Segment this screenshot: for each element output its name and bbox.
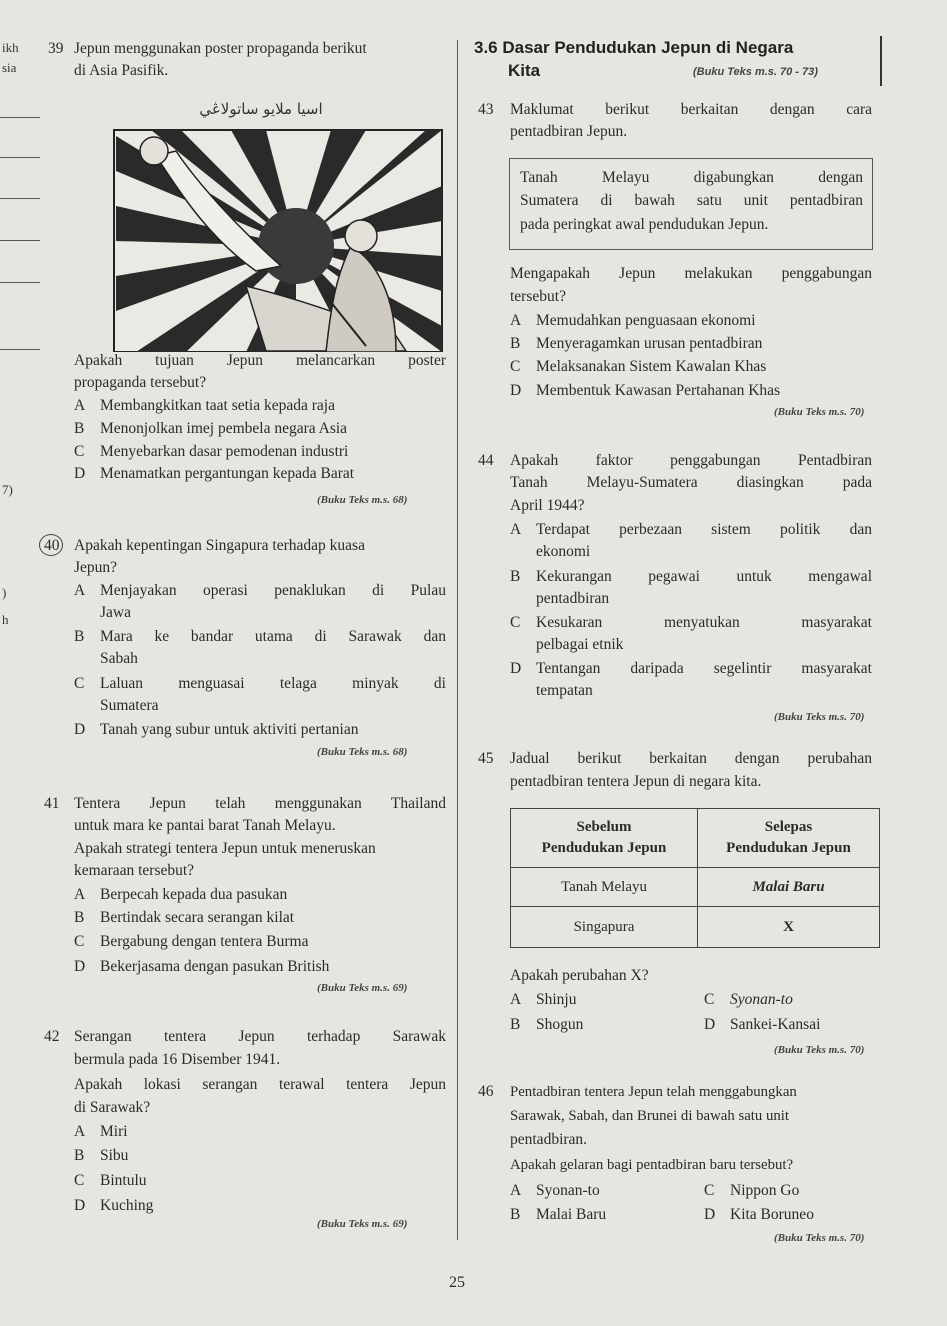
q41-option-letter: C (74, 933, 85, 950)
q44-option-text: pelbagai etnik (536, 636, 624, 653)
table-cell: X (698, 907, 880, 948)
q42-option-text: Miri (100, 1123, 128, 1140)
margin-rule (0, 349, 40, 350)
q45-option-letter: A (510, 991, 522, 1008)
q44-stem-line: Apakah faktor penggabungan Pentadbiran (510, 452, 872, 469)
q44-number: 44 (478, 452, 494, 469)
q45-option-text: Shogun (536, 1016, 584, 1033)
margin-fragment: sia (2, 60, 17, 75)
q42-source: (Buku Teks m.s. 69) (317, 1218, 408, 1230)
q46-option-text: Nippon Go (730, 1182, 800, 1199)
q42-stem-line: di Sarawak? (74, 1099, 151, 1116)
column-divider (457, 40, 458, 1240)
q45-stem-line: pentadbiran tentera Jepun di negara kita. (510, 773, 762, 790)
q39-option-text: Menonjolkan imej pembela negara Asia (100, 420, 348, 437)
q39-number: 39 (48, 40, 64, 57)
q39-option-letter: A (74, 397, 86, 414)
q42-option-letter: A (74, 1123, 86, 1140)
q40-option-text: Tanah yang subur untuk aktiviti pertanian (100, 721, 359, 738)
q43-source: (Buku Teks m.s. 70) (774, 406, 865, 418)
q45-option-text: Syonan-to (730, 991, 793, 1008)
q43-question-line: tersebut? (510, 288, 566, 305)
q39-stem-line: di Asia Pasifik. (74, 62, 169, 79)
q39-stem-line: Jepun menggunakan poster propaganda berikut (74, 40, 367, 57)
table-header-cell (698, 809, 880, 868)
table-header-line: Sebelum (576, 819, 632, 835)
q39-source: (Buku Teks m.s. 68) (317, 494, 408, 506)
q43-number: 43 (478, 101, 494, 118)
q46-option-text: Syonan-to (536, 1182, 600, 1199)
q44-stem-line: April 1944? (510, 497, 585, 514)
q45-option-text: Sankei-Kansai (730, 1016, 821, 1033)
section-rule (880, 36, 882, 86)
q44-option-text: pentadbiran (536, 590, 610, 607)
q41-option-text: Berpecah kepada dua pasukan (100, 886, 288, 903)
q43-option-text: Menyeragamkan urusan pentadbiran (536, 335, 763, 352)
q41-stem-line: untuk mara ke pantai barat Tanah Melayu. (74, 817, 336, 834)
q42-stem-line: Serangan tentera Jepun terhadap Sarawak (74, 1028, 446, 1045)
q42-option-text: Kuching (100, 1197, 154, 1214)
q40-option-letter: B (74, 628, 85, 645)
table-cell: Malai Baru (698, 868, 880, 907)
poster-caption: اسيا ملايو ساتولاڠي (199, 100, 323, 118)
q43-option-text: Membentuk Kawasan Pertahanan Khas (536, 382, 781, 399)
q44-source: (Buku Teks m.s. 70) (774, 711, 865, 723)
q44-option-text: ekonomi (536, 543, 591, 560)
q46-source: (Buku Teks m.s. 70) (774, 1232, 865, 1244)
q46-option-letter: D (704, 1206, 716, 1223)
q42-option-letter: B (74, 1147, 85, 1164)
q40-stem-line: Apakah kepentingan Singapura terhadap kuasa (74, 537, 365, 554)
q43-option-letter: B (510, 335, 521, 352)
q42-option-letter: D (74, 1197, 86, 1214)
q41-number: 41 (44, 795, 60, 812)
margin-fragment: 7) (2, 482, 13, 497)
q40-number: 40 (44, 537, 60, 554)
q45-option-letter: B (510, 1016, 521, 1033)
q46-option-text: Kita Boruneo (730, 1206, 814, 1223)
q41-stem-line: Apakah strategi tentera Jepun untuk meneruskan (74, 840, 376, 857)
q40-option-text: Sumatera (100, 697, 159, 714)
table-row (511, 907, 880, 948)
q46-option-letter: C (704, 1182, 715, 1199)
q46-stem-line: pentadbiran. (510, 1131, 588, 1148)
q40-option-letter: C (74, 675, 85, 692)
q39-option-letter: D (74, 465, 86, 482)
margin-rule (0, 117, 40, 118)
q45-option-letter: C (704, 991, 715, 1008)
q45-table (510, 808, 880, 948)
q43-question-line: Mengapakah Jepun melakukan penggabungan (510, 265, 872, 282)
q44-option-text: Kesukaran menyatukan masyarakat (536, 614, 872, 631)
q42-stem-line: Apakah lokasi serangan terawal tentera Jepun (74, 1076, 446, 1093)
q46-option-text: Malai Baru (536, 1206, 607, 1223)
q46-number: 46 (478, 1083, 494, 1100)
table-row (511, 868, 880, 907)
q40-option-letter: A (74, 582, 86, 599)
q43-stem-line: pentadbiran Jepun. (510, 123, 628, 140)
q39-question-line: Apakah tujuan Jepun melancarkan poster (74, 352, 446, 369)
q42-option-text: Bintulu (100, 1172, 147, 1189)
q42-option-text: Sibu (100, 1147, 129, 1164)
section-title: 3.6 Dasar Pendudukan Jepun di Negara (474, 38, 794, 57)
q45-option-letter: D (704, 1016, 716, 1033)
propaganda-poster (96, 96, 446, 352)
margin-fragment: ikh (2, 40, 19, 55)
q46-option-letter: B (510, 1206, 521, 1223)
q46-stem-line: Pentadbiran tentera Jepun telah menggabungkan (510, 1084, 797, 1100)
q45-number: 45 (478, 750, 494, 767)
q44-option-text: tempatan (536, 682, 593, 699)
q43-option-text: Memudahkan penguasaan ekonomi (536, 312, 756, 329)
q39-option-text: Membangkitkan taat setia kepada raja (100, 397, 335, 414)
table-header-line: Pendudukan Jepun (541, 840, 667, 856)
table-cell: Tanah Melayu (511, 868, 698, 907)
q41-option-letter: B (74, 909, 85, 926)
section-title-continued: Kita (508, 61, 541, 80)
q40-option-text: Jawa (100, 604, 131, 621)
q46-option-letter: A (510, 1182, 522, 1199)
q40-source: (Buku Teks m.s. 68) (317, 746, 408, 758)
q41-option-letter: D (74, 958, 86, 975)
q40-option-text: Menjayakan operasi penaklukan di Pulau (100, 582, 446, 599)
q43-box-line: Sumatera di bawah satu unit pentadbiran (520, 192, 863, 209)
q43-option-letter: C (510, 358, 521, 375)
q43-stem-line: Maklumat berikut berkaitan dengan cara (510, 101, 872, 118)
table-header-row (511, 809, 880, 868)
q44-option-letter: A (510, 521, 522, 538)
q45-option-text: Shinju (536, 991, 577, 1008)
q42-stem-line: bermula pada 16 Disember 1941. (74, 1051, 281, 1068)
q44-option-text: Terdapat perbezaan sistem politik dan (536, 521, 872, 538)
table-header-line: Pendudukan Jepun (726, 840, 851, 856)
q41-option-letter: A (74, 886, 86, 903)
q39-option-text: Menamatkan pergantungan kepada Barat (100, 465, 355, 482)
q40-option-letter: D (74, 721, 86, 738)
q41-option-text: Bertindak secara serangan kilat (100, 909, 295, 926)
margin-rule (0, 240, 40, 241)
q45-stem-line: Jadual berikut berkaitan dengan perubahan (510, 750, 872, 767)
q41-stem-line: Tentera Jepun telah menggunakan Thailand (74, 795, 446, 812)
q44-option-letter: C (510, 614, 521, 631)
q41-option-text: Bekerjasama dengan pasukan British (100, 958, 330, 975)
q39-question-line: propaganda tersebut? (74, 374, 207, 391)
margin-fragment: ) (2, 585, 7, 600)
q39-option-letter: C (74, 443, 85, 460)
table-header-cell (511, 809, 698, 868)
q40-option-text: Mara ke bandar utama di Sarawak dan (100, 628, 446, 645)
q40-option-text: Laluan menguasai telaga minyak di (100, 675, 446, 692)
q41-source: (Buku Teks m.s. 69) (317, 982, 408, 994)
q39-option-text: Menyebarkan dasar pemodenan industri (100, 443, 349, 460)
q44-option-text: Tentangan daripada segelintir masyarakat (536, 660, 872, 677)
q42-option-letter: C (74, 1172, 85, 1189)
q41-option-text: Bergabung dengan tentera Burma (100, 933, 309, 950)
q43-option-letter: A (510, 312, 522, 329)
q45-question: Apakah perubahan X? (510, 967, 649, 984)
page-number: 25 (449, 1274, 465, 1291)
q39-option-letter: B (74, 420, 85, 437)
q46-stem-line: Sarawak, Sabah, dan Brunei di bawah satu unit (510, 1108, 790, 1124)
q43-option-text: Melaksanakan Sistem Kawalan Khas (536, 358, 767, 375)
q43-box-line: Tanah Melayu digabungkan dengan (520, 169, 863, 186)
table-header-line: Selepas (764, 819, 813, 835)
margin-rule (0, 157, 40, 158)
q45-source: (Buku Teks m.s. 70) (774, 1044, 865, 1056)
q44-option-text: Kekurangan pegawai untuk mengawal (536, 568, 872, 585)
q41-stem-line: kemaraan tersebut? (74, 862, 195, 879)
q44-option-letter: B (510, 568, 521, 585)
section-source: (Buku Teks m.s. 70 - 73) (693, 66, 818, 78)
q40-option-text: Sabah (100, 650, 138, 667)
margin-rule (0, 198, 40, 199)
q46-stem-line: Apakah gelaran bagi pentadbiran baru tersebut? (510, 1157, 794, 1173)
q40-stem-line: Jepun? (74, 559, 118, 576)
q43-option-letter: D (510, 382, 522, 399)
q43-box-line: pada peringkat awal pendudukan Jepun. (520, 216, 769, 233)
q44-option-letter: D (510, 660, 522, 677)
q44-stem-line: Tanah Melayu-Sumatera diasingkan pada (510, 474, 872, 491)
margin-fragment: h (2, 612, 9, 627)
poster-image (96, 96, 446, 352)
table-cell: Singapura (511, 907, 698, 948)
margin-rule (0, 282, 40, 283)
q42-number: 42 (44, 1028, 60, 1045)
